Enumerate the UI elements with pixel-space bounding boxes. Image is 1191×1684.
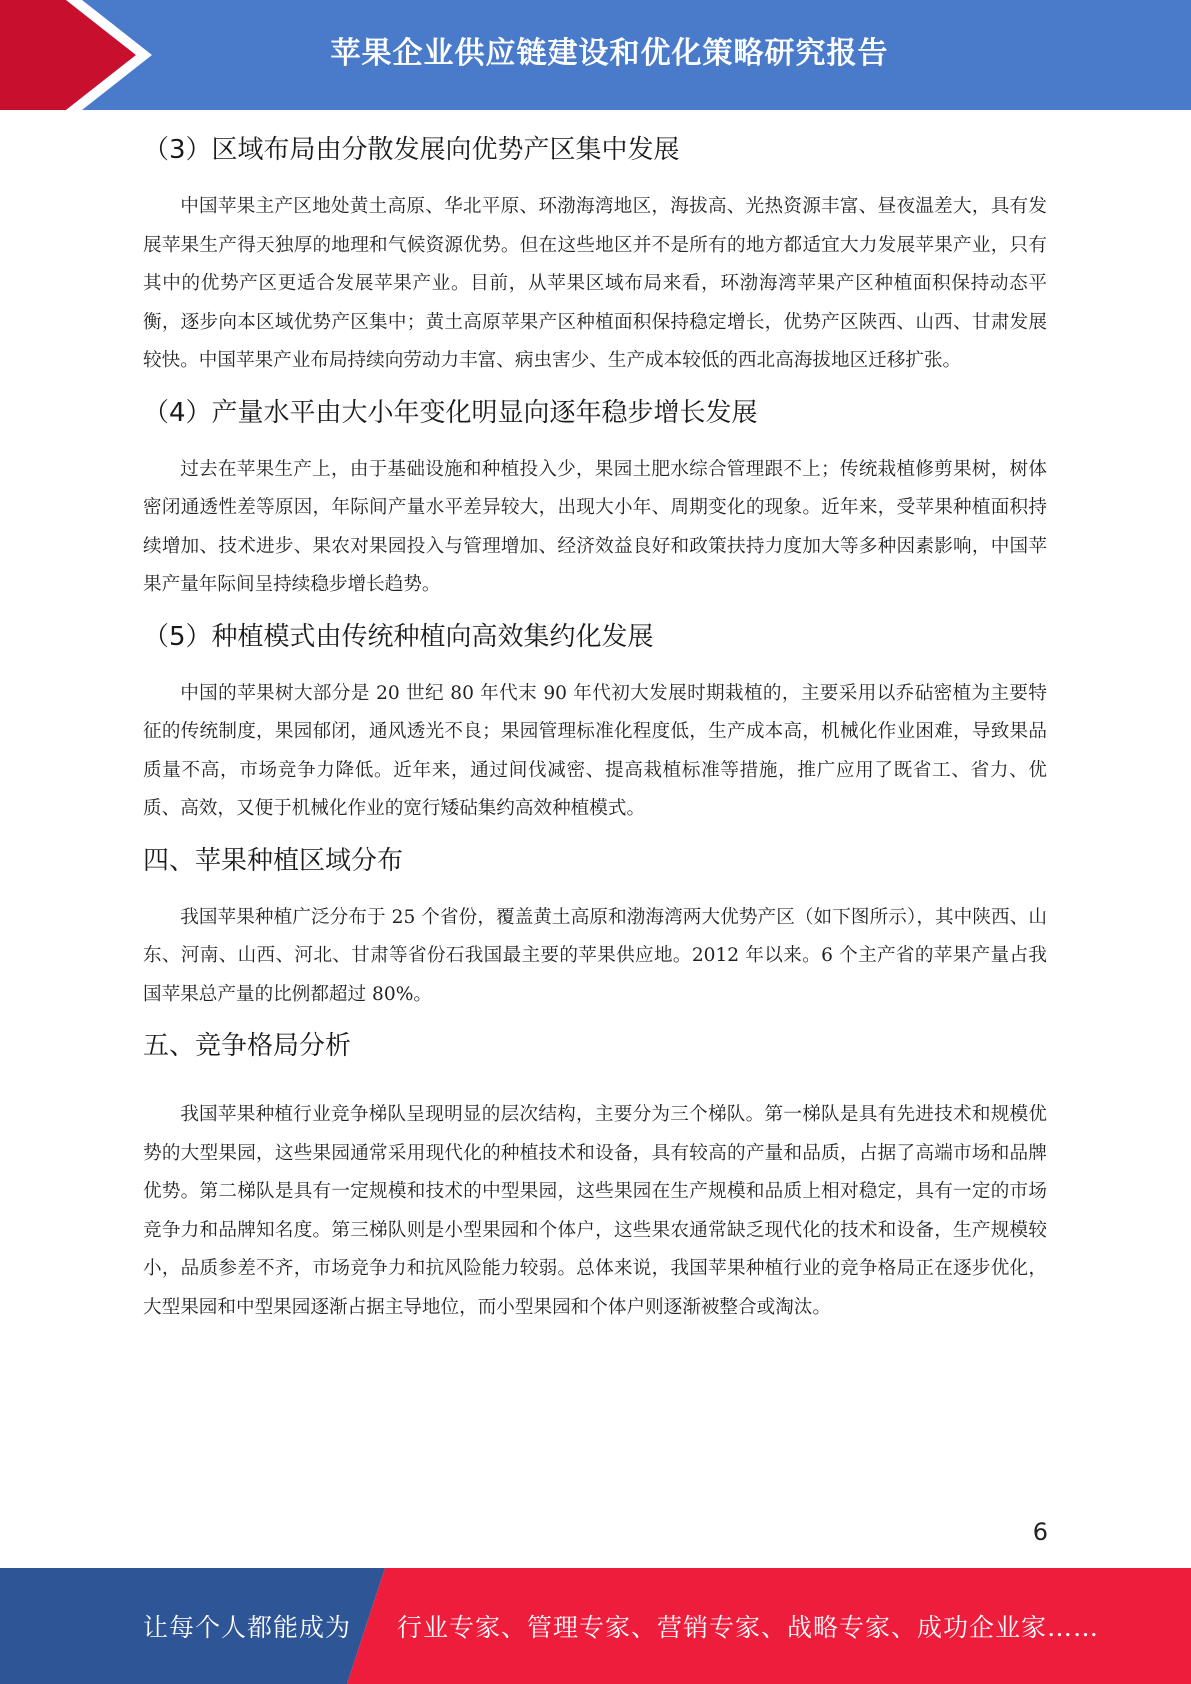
footer-slogan-right: 行业专家、管理专家、营销专家、战略专家、成功企业家…… [397,1613,1100,1642]
section-heading-3: （3）区域布局由分散发展向优势产区集中发展 [143,135,680,165]
footer-slogan-left: 让每个人都能成为 [143,1613,352,1642]
report-title: 苹果企业供应链建设和优化策略研究报告 [330,36,889,71]
chapter-paragraph-four: 我国苹果种植广泛分布于 25 个省份，覆盖黄土高原和渤海湾两大优势产区（如下图所示），其中陕西、山东、河南、山西、河北、甘肃等省份石我国最主要的苹果供应地。2012 年以来。6 个主产省的苹果产量占我国苹果总产量的比例都超过 80%。 [143,906,1047,1005]
page-header [0,0,1191,110]
chapter-heading-five: 五、竞争格局分析 [143,1031,352,1061]
section-heading-4: （4）产量水平由大小年变化明显向逐年稳步增长发展 [143,397,758,428]
section-paragraph-4: 过去在苹果生产上，由于基础设施和种植投入少，果园土肥水综合管理跟不上；传统栽植修剪果树，树体密闭通透性差等原因，年际间产量水平差异较大，出现大小年、周期变化的现象。近年来，受苹果种植面积持续增加、技术进步、果农对果园投入与管理增加、经济效益良好和政策扶持力度加大等多种因素影响，中国苹果产量年际间呈持续稳步增长趋势。 [143,458,1047,595]
page-number: 6 [1032,1518,1048,1546]
section-paragraph-3: 中国苹果主产区地处黄土高原、华北平原、环渤海湾地区，海拔高、光热资源丰富、昼夜温差大，具有发展苹果生产得天独厚的地理和气候资源优势。但在这些地区并不是所有的地方都适宜大力发展苹果产业，只有其中的优势产区更适合发展苹果产业。目前，从苹果区域布局来看，环渤海湾苹果产区种植面积保持动态平衡，逐步向本区域优势产区集中；黄土高原苹果产区种植面积保持稳定增长，优势产区陕西、山西、甘肃发展较快。中国苹果产业布局持续向劳动力丰富、病虫害少、生产成本较低的西北高海拔地区迁移扩张。 [143,196,1047,371]
page-footer [0,1568,1191,1684]
section-paragraph-5: 中国的苹果树大部分是 20 世纪 80 年代末 90 年代初大发展时期栽植的，主要采用以乔砧密植为主要特征的传统制度，果园郁闭，通风透光不良；果园管理标准化程度低，生产成本高，机械化作业困难，导致果品质量不高，市场竞争力降低。近年来，通过间伐减密、提高栽植标准等措施，推广应用了既省工、省力、优质、高效，又便于机械化作业的宽行矮砧集约高效种植模式。 [143,682,1047,819]
chapter-heading-four: 四、苹果种植区域分布 [143,845,404,876]
document-body [143,118,1047,1335]
chapter-paragraph-five: 我国苹果种植行业竞争梯队呈现明显的层次结构，主要分为三个梯队。第一梯队是具有先进技术和规模优势的大型果园，这些果园通常采用现代化的种植技术和设备，具有较高的产量和品质，占据了高端市场和品牌优势。第二梯队是具有一定规模和技术的中型果园，这些果园在生产规模和品质上相对稳定，具有一定的市场竞争力和品牌知名度。第三梯队则是小型果园和个体户，这些果农通常缺乏现代化的技术和设备，生产规模较小，品质参差不齐，市场竞争力和抗风险能力较弱。总体来说，我国苹果种植行业的竞争格局正在逐步优化，大型果园和中型果园逐渐占据主导地位，而小型果园和个体户则逐渐被整合或淘汰。 [143,1104,1047,1318]
section-heading-5: （5）种植模式由传统种植向高效集约化发展 [143,621,654,652]
